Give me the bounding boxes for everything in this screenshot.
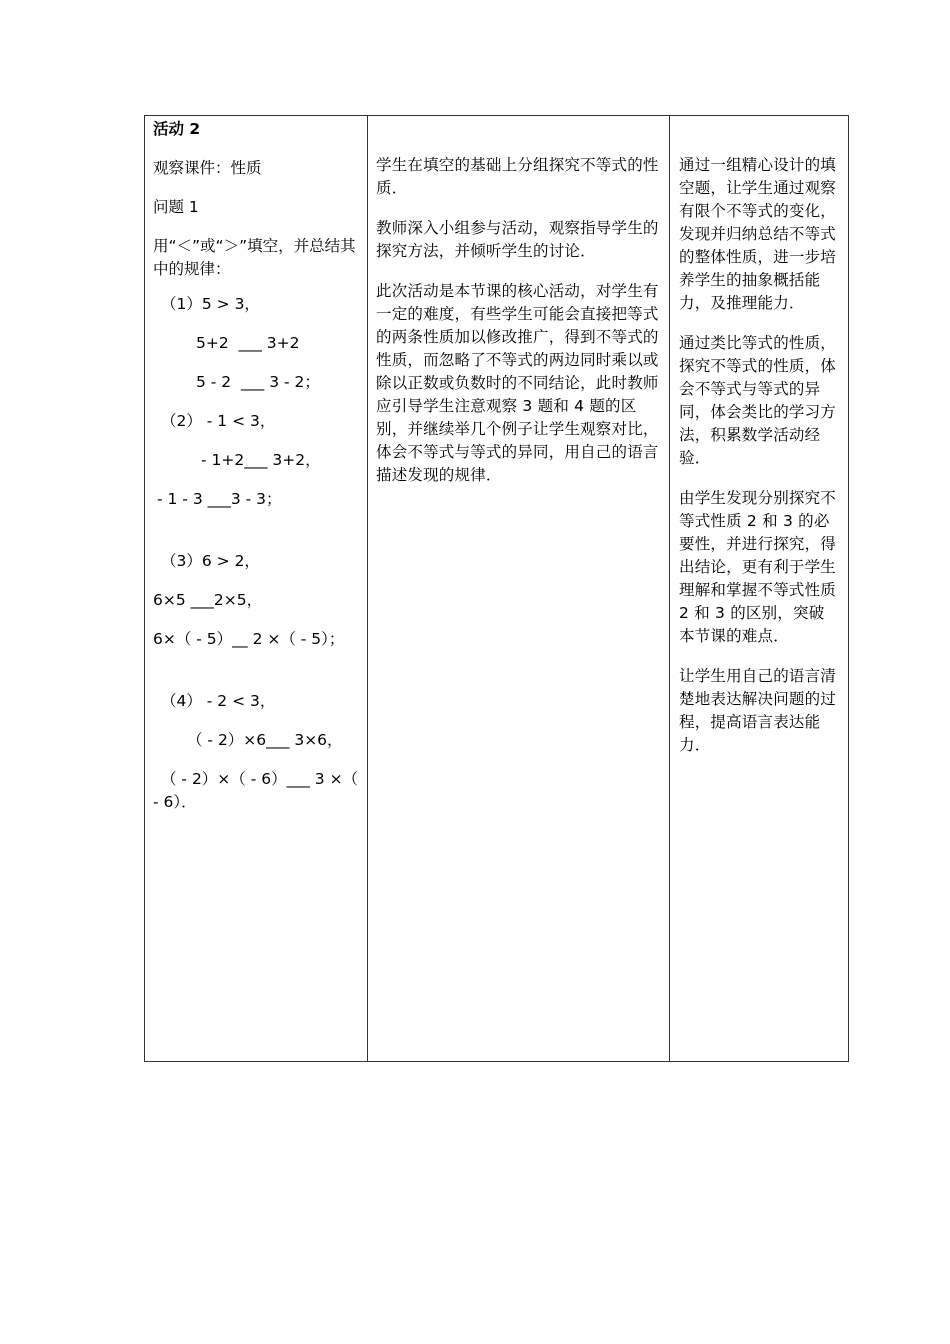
student-activity-paragraph: 教师深入小组参与活动，观察指导学生的探究方法，并倾听学生的讨论．: [376, 219, 659, 260]
spacer: [153, 667, 361, 690]
exercise-2-line-1: （2） - 1 < 3，: [161, 412, 276, 430]
activity-title: 活动 2: [153, 120, 201, 138]
exercise-3-line-3: 6×（ - 5）__ 2 ×（ - 5）；: [153, 630, 345, 648]
exercise-3-line-1: （3）6 > 2，: [161, 552, 260, 570]
exercise-1-line-3: 5 - 2 ___ 3 - 2；: [196, 373, 320, 391]
exercise-4-line-1: （4） - 2 < 3，: [161, 692, 276, 710]
courseware-label: 观察课件：性质: [153, 159, 262, 177]
exercise-1-line-2: 5+2 ___ 3+2: [196, 334, 300, 352]
student-activity-column: [368, 116, 670, 1061]
design-intent-paragraph: 由学生发现分别探究不等式性质 2 和 3 的必要性，并进行探究，得出结论，更有利于学生理解和掌握不等式性质 2 和 3 的区别，突破本节课的难点．: [679, 489, 837, 645]
exercise-1-line-1: （1）5 > 3，: [161, 295, 260, 313]
exercise-3-line-2: 6×5 ___2×5，: [153, 591, 263, 609]
design-intent-paragraph: 通过一组精心设计的填空题，让学生通过观察有限个不等式的变化，发现并归纳总结不等式的整体性质，进一步培养学生的抽象概括能力，及推理能力．: [679, 156, 837, 312]
lesson-table: [144, 115, 849, 1062]
student-activity-paragraph: 此次活动是本节课的核心活动，对学生有一定的难度，有些学生可能会直接把等式的两条性质加以修改推广，得到不等式的性质，而忽略了不等式的两边同时乘以或除以正数或负数时的不同结论，此时教师应引导学生注意观察 3 题和 4 题的区别，并继续举几个例子让学生观察对比，体会不等式与等式的异同，用自己的语言描述发现的规律．: [376, 282, 659, 484]
spacer: [153, 527, 361, 550]
design-intent-column: [670, 116, 848, 1061]
exercise-4-line-2: （ - 2）×6___ 3×6，: [187, 731, 343, 749]
activity-column: [145, 116, 368, 1061]
design-intent-paragraph: 让学生用自己的语言清楚地表达解决问题的过程，提高语言表达能力．: [679, 667, 837, 754]
question-label: 问题 1: [153, 198, 199, 216]
instruction-text: 用“＜”或“＞”填空，并总结其中的规律：: [153, 237, 356, 278]
exercise-2-line-2: - 1+2___ 3+2，: [201, 451, 321, 469]
design-intent-paragraph: 通过类比等式的性质，探究不等式的性质，体会不等式与等式的异同，体会类比的学习方法，积累数学活动经验．: [679, 334, 837, 467]
exercise-4-line-3: （ - 2）×（ - 6）___ 3 ×（ - 6）．: [153, 770, 363, 811]
student-activity-paragraph: 学生在填空的基础上分组探究不等式的性质．: [376, 156, 659, 197]
exercise-2-line-3: - 1 - 3 ___3 - 3；: [157, 490, 282, 508]
